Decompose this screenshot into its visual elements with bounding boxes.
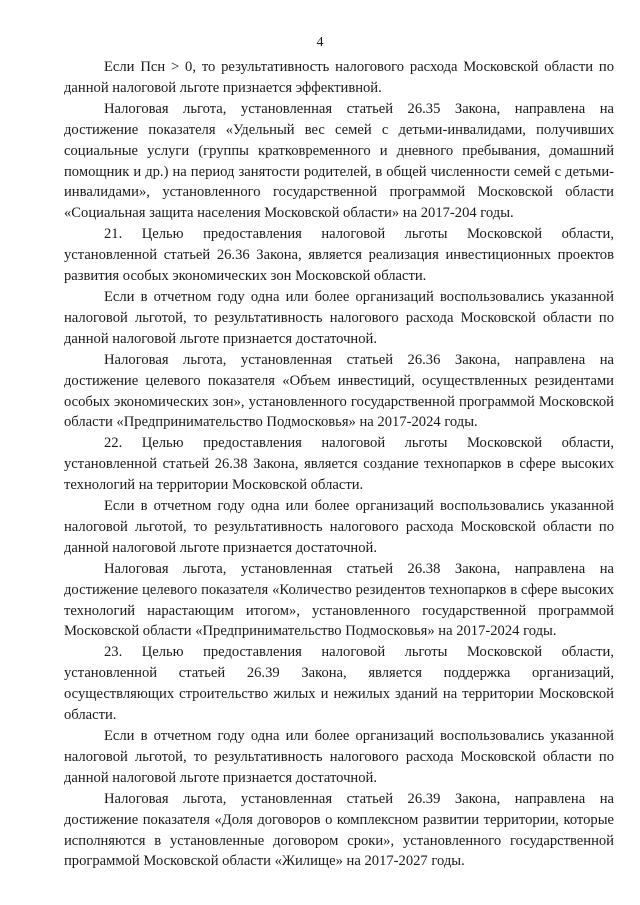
paragraph: Если Псн > 0, то результативность налогового расхода Московской области по данной налоговой льготе признается эффективной. (64, 59, 614, 96)
paragraph: Если в отчетном году одна или более организаций воспользовались указанной налоговой льготой, то результативность налогового расхода Московской области по данной налоговой льготе признается достаточной. (64, 498, 614, 556)
paragraph: Если в отчетном году одна или более организаций воспользовались указанной налоговой льготой, то результативность налогового расхода Московской области по данной налоговой льготе признается достаточной. (64, 288, 614, 347)
paragraph: Налоговая льгота, установленная статьей 26.36 Закона, направлена на достижение целевого показателя «Объем инвестиций, осуществленных резидентами особых экономических зон», установленного государственной программой Московской области «Предпринимательство Подмосковья» на 2017-2024 годы. (64, 351, 614, 431)
paragraph: 22. Целью предоставления налоговой льготы Московской области, установленной статьей 26.38 Закона, является создание технопарков в сфере высоких технологий на территории Московской области. (64, 435, 614, 494)
paragraph: Налоговая льгота, установленная статьей 26.39 Закона, направлена на достижение показателя «Доля договоров о комплексном развитии территории, которые исполняются в установленные договором сроки», установленного государственной программой Московской области «Жилище» на 2017-2027 годы. (64, 790, 614, 870)
paragraph: Налоговая льгота, установленная статьей 26.35 Закона, направлена на достижение показателя «Удельный вес семей с детьми-инвалидами, получивших социальные услуги (группы кратковременного и дневного пребывания, домашний помощник и др.) на период занятости родителей, в общей численности семей с детьми-инвалидами», установленного государственной программой Московской области «Социальная защита населения Московской области» на 2017-204 годы. (64, 100, 614, 222)
paragraph: Если в отчетном году одна или более организаций воспользовались указанной налоговой льготой, то результативность налогового расхода Московской области по данной налоговой льготе признается достаточной. (64, 728, 614, 786)
body-text (64, 57, 614, 872)
paragraph: 21. Целью предоставления налоговой льготы Московской области, установленной статьей 26.36 Закона, является реализация инвестиционных проектов развития особых экономических зон Московской области. (64, 226, 614, 285)
page-number: 4 (316, 35, 324, 50)
paragraph: Налоговая льгота, установленная статьей 26.38 Закона, направлена на достижение целевого показателя «Количество резидентов технопарков в сфере высоких технологий нарастающим итогом», установленного государственной программой Московской области «Предпринимательство Подмосковья» на 2017-2024 годы. (64, 560, 614, 640)
paragraph: 23. Целью предоставления налоговой льготы Московской области, установленной статьей 26.39 Закона, является поддержка организаций, осуществляющих строительство жилых и нежилых зданий на территории Московской области. (64, 644, 614, 724)
